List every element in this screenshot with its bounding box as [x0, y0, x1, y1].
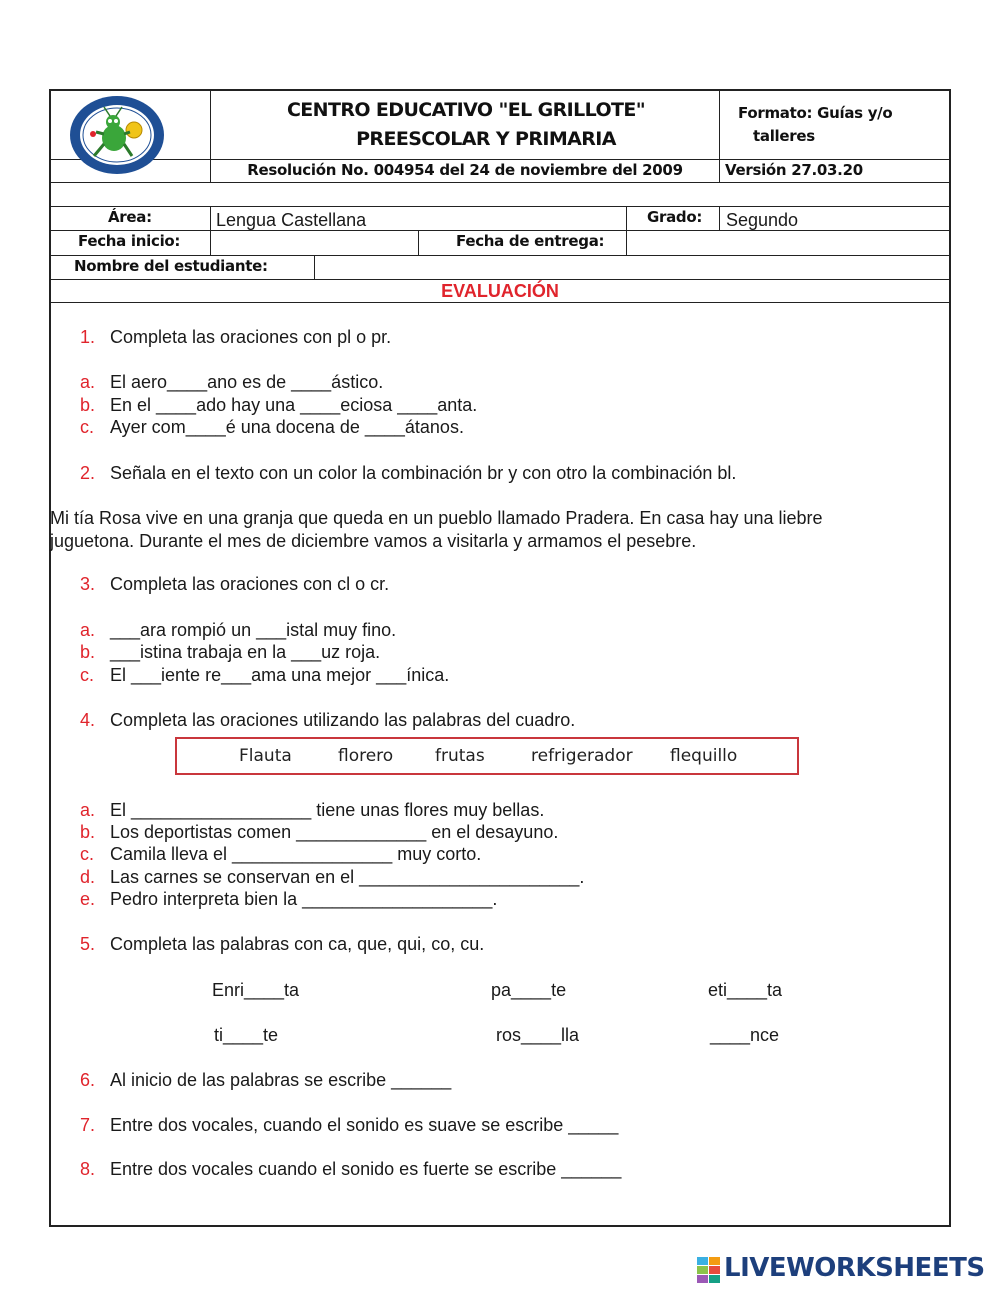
- list-item: [80, 822, 558, 843]
- question-7: [80, 1115, 618, 1136]
- student-name-field[interactable]: [316, 256, 949, 278]
- question-number: 3.: [80, 574, 96, 594]
- question-8: [80, 1159, 621, 1180]
- list-item: [80, 665, 449, 686]
- word-bank-item: flequillo: [670, 746, 738, 766]
- question-number: 7.: [80, 1115, 96, 1135]
- item-letter: a.: [80, 800, 96, 820]
- question-5: [80, 934, 484, 955]
- item-text: ___ara rompió un ___istal muy fino.: [110, 620, 397, 640]
- list-item: [80, 417, 464, 438]
- item-text: El __________________ tiene unas flores muy bellas.: [110, 800, 545, 820]
- item-letter: b.: [80, 642, 96, 662]
- list-item: [80, 867, 584, 888]
- start-date-field[interactable]: [212, 231, 417, 254]
- question-3: [80, 574, 389, 595]
- item-text: Los deportistas comen _____________ en el desayuno.: [110, 822, 559, 842]
- item-text: Camila lleva el ________________ muy corto.: [110, 844, 482, 864]
- question-prompt[interactable]: Entre dos vocales cuando el sonido es fuerte se escribe ______: [110, 1159, 622, 1179]
- word-blank[interactable]: eti____ta: [708, 980, 783, 1000]
- item-letter: a.: [80, 372, 96, 392]
- question-number: 2.: [80, 463, 96, 483]
- item-letter: b.: [80, 395, 96, 415]
- word-bank-item: refrigerador: [531, 746, 633, 766]
- word-bank-item: frutas: [435, 746, 485, 766]
- question-1: [80, 327, 391, 348]
- list-item: [80, 889, 497, 910]
- list-item: [80, 372, 383, 393]
- question-number: 4.: [80, 710, 96, 730]
- item-letter: c.: [80, 844, 95, 864]
- question-4: [80, 710, 575, 731]
- item-letter: a.: [80, 620, 96, 640]
- due-date-field[interactable]: [628, 231, 949, 254]
- grade-divider-1: [626, 206, 627, 230]
- cricket-logo-icon: [68, 94, 166, 176]
- question-prompt[interactable]: Entre dos vocales, cuando el sonido es suave se escribe _____: [110, 1115, 619, 1135]
- word-blank[interactable]: pa____te: [491, 980, 567, 1000]
- grade-divider-2: [719, 206, 720, 230]
- grade-label: Grado:: [647, 208, 703, 226]
- list-item: [80, 620, 396, 641]
- start-date-label: Fecha inicio:: [78, 232, 181, 250]
- due-date-label: Fecha de entrega:: [456, 232, 605, 250]
- item-letter: c.: [80, 417, 95, 437]
- school-name: CENTRO EDUCATIVO "EL GRILLOTE": [286, 99, 646, 121]
- liveworksheets-logo-icon: [697, 1257, 721, 1283]
- student-name-label: Nombre del estudiante:: [74, 257, 268, 275]
- area-label: Área:: [108, 208, 152, 226]
- name-divider: [314, 255, 315, 279]
- word-bank-item: Flauta: [239, 746, 292, 766]
- word-blank[interactable]: ____nce: [710, 1025, 780, 1045]
- paragraph-line-2[interactable]: juguetona. Durante el mes de diciembre vamos a visitarla y armamos el pesebre.: [50, 531, 697, 551]
- question-prompt: Completa las oraciones con pl o pr.: [110, 327, 392, 347]
- item-text: El ___iente re___ama una mejor ___ínica.: [110, 665, 450, 685]
- question-prompt[interactable]: Al inicio de las palabras se escribe ______: [110, 1070, 452, 1090]
- item-text: Ayer com____é una docena de ____átanos.: [110, 417, 464, 437]
- info-line-3: [49, 279, 951, 280]
- item-text: Pedro interpreta bien la ___________________.: [110, 889, 498, 909]
- question-prompt: Completa las oraciones utilizando las palabras del cuadro.: [110, 710, 576, 730]
- question-2: [80, 463, 736, 484]
- grade-value: Segundo: [726, 210, 799, 230]
- question-number: 6.: [80, 1070, 96, 1090]
- word-blank[interactable]: ti____te: [214, 1025, 279, 1045]
- question-prompt: Completa las oraciones con cl o cr.: [110, 574, 390, 594]
- item-letter: e.: [80, 889, 96, 909]
- item-text: Las carnes se conservan en el ______________________.: [110, 867, 585, 887]
- item-letter: d.: [80, 867, 96, 887]
- question-number: 5.: [80, 934, 96, 954]
- section-title: EVALUACIÓN: [441, 281, 559, 301]
- item-text: El aero____ano es de ____ástico.: [110, 372, 384, 392]
- item-text: ___istina trabaja en la ___uz roja.: [110, 642, 381, 662]
- version-text: Versión 27.03.20: [725, 161, 863, 179]
- area-value: Lengua Castellana: [216, 210, 367, 230]
- question-number: 1.: [80, 327, 96, 347]
- logo-divider: [210, 89, 211, 182]
- list-item: [80, 642, 380, 663]
- area-divider: [210, 206, 211, 255]
- date-divider-1: [418, 230, 419, 255]
- list-item: [80, 800, 544, 821]
- header-bottom-line: [49, 182, 951, 183]
- question-6: [80, 1070, 451, 1091]
- list-item: [80, 395, 477, 416]
- word-bank-item: florero: [338, 746, 394, 766]
- word-blank[interactable]: ros____lla: [496, 1025, 580, 1045]
- info-top-line: [49, 206, 951, 207]
- date-divider-2: [626, 230, 627, 255]
- header-divider: [49, 159, 951, 160]
- question-number: 8.: [80, 1159, 96, 1179]
- resolution-text: Resolución No. 004954 del 24 de noviembre del 2009: [247, 161, 683, 179]
- question-prompt: Completa las palabras con ca, que, qui, co, cu.: [110, 934, 485, 954]
- item-letter: b.: [80, 822, 96, 842]
- school-level: PREESCOLAR Y PRIMARIA: [356, 128, 616, 150]
- title-bottom-line: [49, 302, 951, 303]
- format-label-2: talleres: [753, 127, 815, 145]
- word-blank[interactable]: Enri____ta: [212, 980, 300, 1000]
- question-prompt: Señala en el texto con un color la combinación br y con otro la combinación bl.: [110, 463, 737, 483]
- list-item: [80, 844, 481, 865]
- item-letter: c.: [80, 665, 95, 685]
- paragraph-line-1[interactable]: Mi tía Rosa vive en una granja que queda en un pueblo llamado Pradera. En casa hay una liebre: [50, 508, 823, 528]
- format-label: Formato: Guías y/o: [738, 104, 893, 122]
- brand-name: LIVEWORKSHEETS: [724, 1253, 985, 1283]
- item-text: En el ____ado hay una ____eciosa ____anta.: [110, 395, 478, 415]
